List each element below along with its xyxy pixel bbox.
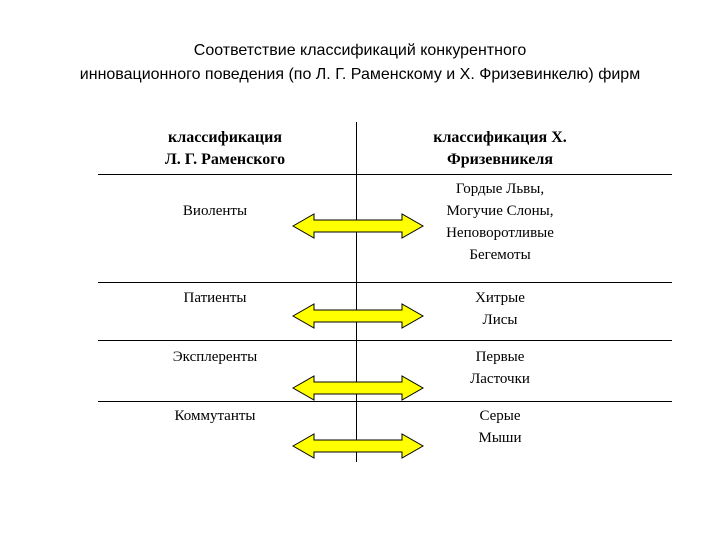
diagram-title-line-1: Соответствие классификаций конкурентного <box>193 42 527 59</box>
left-cell-explerents: Эксплеренты <box>172 349 258 365</box>
left-cell-commutants: Коммутанты <box>174 408 256 424</box>
right-cell-line: Ласточки <box>470 371 530 387</box>
left-column-header <box>110 127 340 171</box>
right-cell-line: Неповоротливые <box>446 225 554 241</box>
row-divider <box>98 174 672 175</box>
row-divider <box>98 340 672 341</box>
right-header-line-1: классификация Х. <box>433 129 567 146</box>
right-cell-line: Серые <box>479 408 521 424</box>
left-cell-patients: Патиенты <box>183 290 247 306</box>
double-arrow-icon <box>292 433 424 459</box>
row-divider <box>98 282 672 283</box>
double-arrow-icon <box>292 303 424 329</box>
right-cell-line: Гордые Львы, <box>455 181 545 197</box>
right-cell-line: Первые <box>475 349 525 365</box>
double-arrow-icon <box>292 375 424 401</box>
right-cell-line: Мыши <box>478 430 522 446</box>
left-header-line-2: Л. Г. Раменского <box>164 151 286 168</box>
left-cell-violents: Виоленты <box>182 203 248 219</box>
right-column-header <box>380 127 620 171</box>
double-arrow-icon <box>292 213 424 239</box>
right-cell-line: Могучие Слоны, <box>446 203 554 219</box>
right-cell-line: Хитрые <box>475 290 525 306</box>
row-divider <box>98 401 672 402</box>
right-cell-line: Лисы <box>482 312 518 328</box>
diagram-title-line-2: инновационного поведения (по Л. Г. Раменскому и Х. Фризевинкелю) фирм <box>79 66 641 83</box>
right-cell-line: Бегемоты <box>469 247 531 263</box>
right-header-line-2: Фризевникеля <box>446 151 554 168</box>
column-divider <box>356 122 357 462</box>
left-header-line-1: классификация <box>168 129 282 146</box>
